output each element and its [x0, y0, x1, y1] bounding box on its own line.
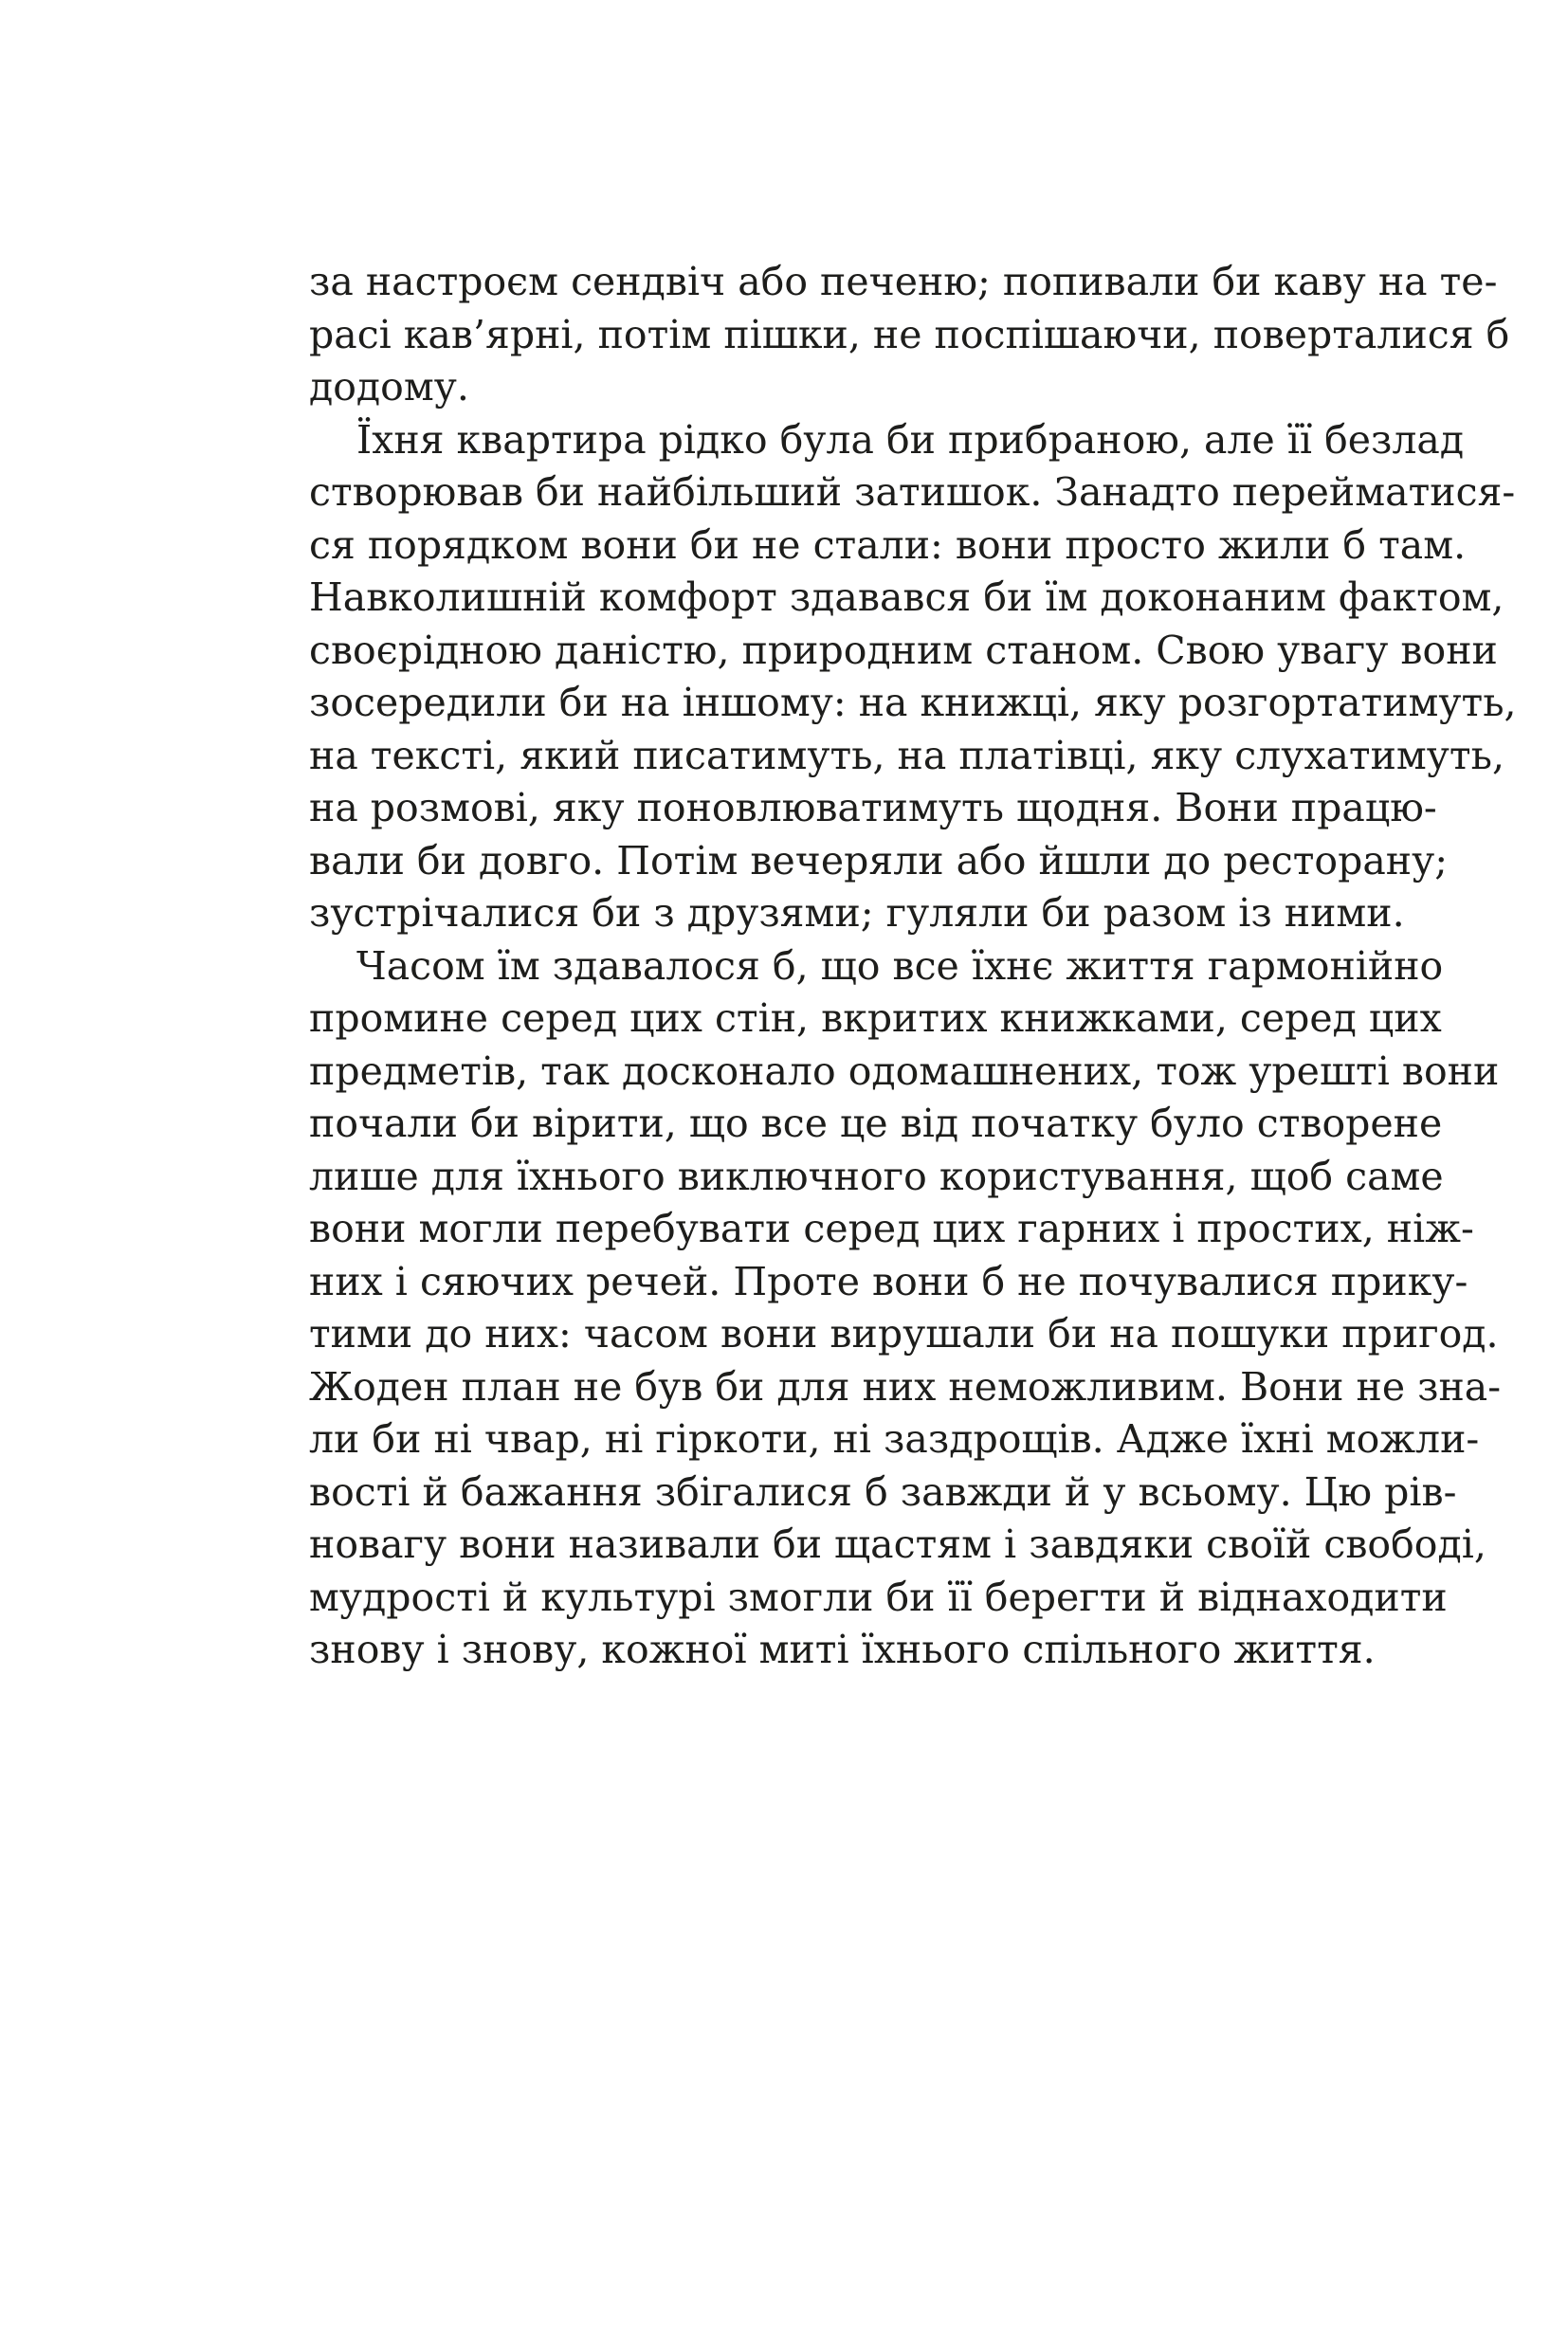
text-line: на тексті, який писатимуть, на платівці, яку слухатимуть,	[309, 732, 1504, 778]
text-line: них і сяючих речей. Проте вони б не почувалися прику-	[309, 1258, 1468, 1304]
text-line: мудрості й культурі змогли би її берегти й віднаходити	[309, 1574, 1448, 1620]
text-line: почали би вірити, що все це від початку було створене	[309, 1101, 1443, 1146]
text-line: тими до них: часом вони вирушали би на пошуки пригод.	[309, 1311, 1499, 1357]
text-line: Навколишній комфорт здавався би їм доконаним фактом,	[309, 574, 1504, 620]
text-line: новагу вони називали би щастям і завдяки своїй свободі,	[309, 1521, 1486, 1567]
text-line: вали би довго. Потім вечеряли або йшли до ресторану;	[309, 837, 1449, 884]
text-line: своєрідною даністю, природним станом. Свою увагу вони	[309, 627, 1498, 673]
text-line: знову і знову, кожної миті їхнього спільного життя.	[309, 1627, 1376, 1672]
text-line: вони могли перебувати серед цих гарних і простих, ніж-	[309, 1206, 1474, 1251]
text-line: лише для їхнього виключного користування, щоб саме	[309, 1153, 1444, 1199]
text-line: промине серед цих стін, вкритих книжками, серед цих	[309, 995, 1442, 1041]
text-line: вості й бажання збігалися б завжди й у всьому. Цю рів-	[309, 1468, 1457, 1515]
text-line: ли би ні чвар, ні гіркоти, ні заздрощів. Адже їхні можли-	[309, 1416, 1480, 1462]
text-line: расі кав’ярні, потім пішки, не поспішаючи, поверталися б	[309, 311, 1510, 357]
text-line: на розмові, яку поновлюватимуть щодня. Вони працю-	[309, 785, 1437, 830]
text-line: Жоден план не був би для них неможливим. Вони не зна-	[309, 1363, 1502, 1410]
text-line: ся порядком вони би не стали: вони просто жили б там.	[309, 521, 1467, 568]
text-line: предметів, так досконало одомашнених, тож урешті вони	[309, 1047, 1500, 1094]
text-line: Їхня квартира рідко була би прибраною, але її безлад	[356, 416, 1465, 463]
text-line: додому.	[309, 364, 469, 410]
text-line: зосередили би на іншому: на книжці, яку розгортатимуть,	[309, 680, 1517, 725]
text-line: зустрічалися би з друзями; гуляли би разом із ними.	[309, 890, 1405, 936]
text-line: за настроєм сендвіч або печеню; попивали би каву на те-	[309, 259, 1498, 304]
body-text	[309, 256, 1517, 1677]
text-line: Часом їм здавалося б, що все їхнє життя гармонійно	[356, 942, 1444, 989]
text-line: створював би найбільший затишок. Занадто перейматися-	[309, 469, 1516, 515]
